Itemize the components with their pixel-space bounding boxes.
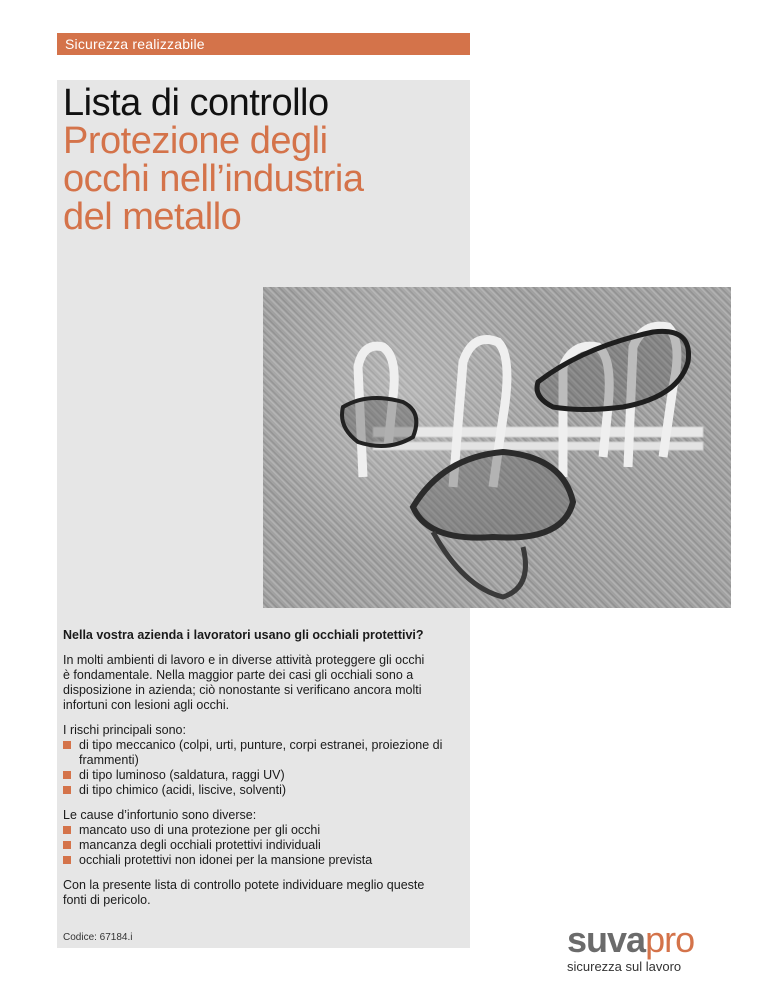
goggles-strap — [433, 532, 526, 597]
list-item: di tipo meccanico (colpi, urti, punture, corpi estranei, proiezione di frammenti) — [63, 738, 463, 768]
risks-list — [63, 738, 463, 798]
intro-line-4: infortuni con lesioni agli occhi. — [63, 698, 230, 712]
title-line-2: Protezione degli — [63, 120, 328, 162]
title-line-checklist: Lista di controllo — [63, 82, 329, 124]
title-line-4: del metallo — [63, 196, 242, 238]
glasses-left — [342, 398, 416, 446]
logo-pro: pro — [645, 919, 695, 960]
list-item: occhiali protettivi non idonei per la mansione prevista — [63, 853, 463, 868]
closing-paragraph — [63, 878, 463, 908]
goggles-center — [413, 452, 573, 538]
list-item: mancanza degli occhiali protettivi individuali — [63, 838, 463, 853]
title-line-3: occhi nell’industria — [63, 158, 364, 200]
list-item: mancato uso di una protezione per gli occhi — [63, 823, 463, 838]
intro-text — [63, 628, 463, 918]
intro-paragraph — [63, 653, 463, 713]
logo-suva: suva — [567, 919, 646, 960]
closing-line-1: Con la presente lista di controllo potete individuare meglio queste — [63, 878, 425, 892]
intro-line-3: disposizione in azienda; ciò nonostante si verificano ancora molti — [63, 683, 422, 697]
list-item: di tipo chimico (acidi, liscive, solventi) — [63, 783, 463, 798]
intro-question: Nella vostra azienda i lavoratori usano gli occhiali protettivi? — [63, 628, 424, 642]
photo-illustration — [263, 287, 731, 608]
risks-heading: I rischi principali sono: — [63, 723, 186, 737]
suvapro-logo — [567, 919, 695, 960]
intro-line-2: è fondamentale. Nella maggior parte dei casi gli occhiali sono a — [63, 668, 414, 682]
page-title — [63, 84, 463, 236]
document-code: Codice: 67184.i — [63, 932, 133, 943]
intro-line-1: In molti ambienti di lavoro e in diverse attività proteggere gli occhi — [63, 653, 425, 667]
safety-glasses-photo — [263, 287, 731, 608]
causes-heading: Le cause d’infortunio sono diverse: — [63, 808, 257, 822]
glasses-right — [537, 331, 689, 409]
logo-tagline: sicurezza sul lavoro — [567, 959, 682, 974]
causes-list — [63, 823, 463, 868]
list-item: di tipo luminoso (saldatura, raggi UV) — [63, 768, 463, 783]
hook-rail — [373, 427, 703, 437]
section-label-bar: Sicurezza realizzabile — [57, 33, 470, 55]
closing-line-2: fonti di pericolo. — [63, 893, 151, 907]
hook-rail-lower — [373, 442, 703, 450]
